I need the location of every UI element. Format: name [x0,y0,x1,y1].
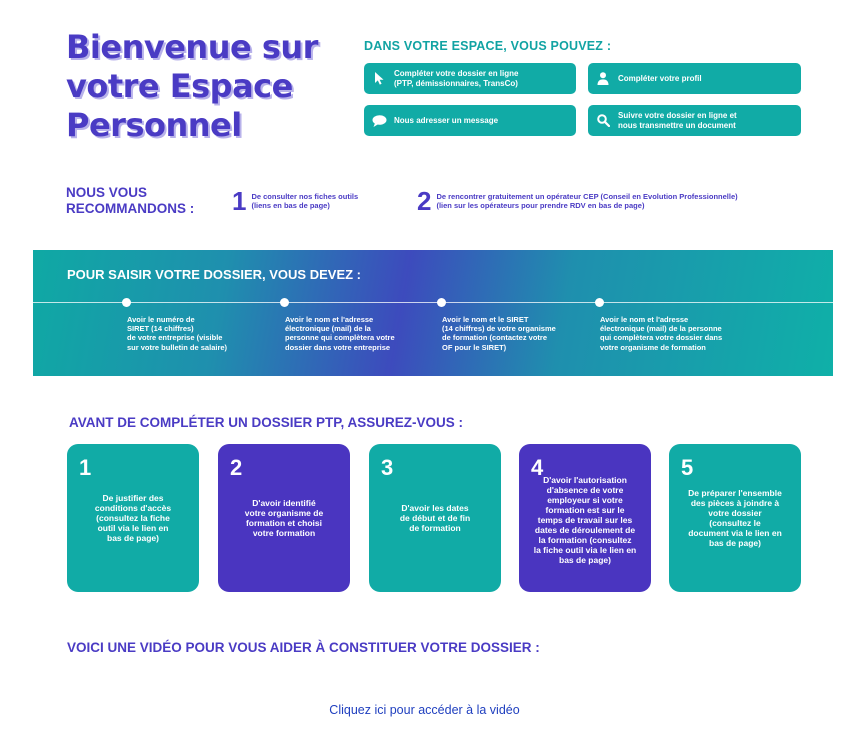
ptp-card [669,444,801,592]
timeline-dot [280,298,289,307]
ptp-card-number: 2 [230,455,243,480]
action-sublabel: (PTP, démissionnaires, TransCo) [394,78,518,88]
track-dossier-button[interactable] [588,105,801,136]
band-step-line: qui complètera votre dossier dans [600,333,723,343]
page-title [66,28,346,145]
band-step-line: électronique (mail) de la personne [600,324,722,334]
band-step-line: OF pour le SIRET) [442,342,507,352]
band-step [127,315,277,352]
recommend-item [417,186,738,216]
ptp-card-line: votre organisme de [244,508,324,518]
ptp-card-number: 3 [381,455,394,480]
espace-heading: DANS VOTRE ESPACE, VOUS POUVEZ : [364,39,612,53]
ptp-card-line: la formation (consultez [538,535,632,545]
ptp-card-line: dates de déroulement de [534,525,636,535]
recommend-label-line: NOUS VOUS [66,185,148,200]
recommend-text: (liens en bas de page) [251,201,330,210]
ptp-card-number: 5 [681,455,694,480]
action-label: Compléter votre dossier en ligne [394,69,519,78]
page-title-line: Personnel [66,106,242,144]
band-step-line: Avoir le nom et l'adresse [285,315,374,324]
ptp-card-number: 4 [531,455,544,480]
ptp-card-line: des pièces à joindre à [690,498,780,508]
ptp-card-line: De préparer l'ensemble [688,488,782,498]
recommend-text: De consulter nos fiches outils [251,192,359,201]
action-sublabel: nous transmettre un document [618,120,736,130]
recommend-number: 1 [232,186,247,216]
timeline-line [33,302,833,303]
band-step [600,315,770,352]
ptp-card-line: la fiche outil via le lien en [533,545,637,555]
ptp-card-line: (consultez le [709,518,761,528]
ptp-card-line: bas de page) [107,533,159,543]
ptp-card-line: votre dossier [708,508,762,518]
ptp-card-text [377,503,493,533]
ptp-card-line: outil via le lien en [97,523,169,533]
ptp-card-line: D'avoir l'autorisation [543,475,627,485]
band-step-line: de formation (contactez votre [442,333,548,343]
timeline-dot [122,298,131,307]
requirements-band [33,250,833,376]
recommend-label-line: RECOMMANDONS : [66,201,195,216]
recommend-text: (lien sur les opérateurs pour prendre RDV en bas de page) [436,201,645,210]
speech-bubble-icon [364,115,394,127]
ptp-card-text [226,498,342,538]
complete-profile-button[interactable] [588,63,801,94]
recommend-text: De rencontrer gratuitement un opérateur CEP (Conseil en Evolution Professionnelle) [436,192,738,201]
band-step-line: électronique (mail) de la [285,324,371,334]
band-step-line: sur votre bulletin de salaire) [127,342,228,352]
ptp-card-line: D'avoir identifié [252,498,316,508]
recommend-item [232,186,359,216]
cursor-arrow-icon [364,72,394,85]
band-title: POUR SAISIR VOTRE DOSSIER, VOUS DEVEZ : [67,267,361,282]
ptp-card-line: temps de travail sur les [537,515,633,525]
ptp-card-line: votre formation [252,528,316,538]
band-step-line: personne qui complètera votre [285,333,395,343]
user-icon [588,72,618,85]
ptp-card-number: 1 [79,455,92,480]
ptp-card-line: bas de page) [709,538,761,548]
ptp-card-line: de formation [409,523,461,533]
video-link[interactable]: Cliquez ici pour accéder à la vidéo [329,703,520,717]
action-label: Suivre votre dossier en ligne et [618,111,737,120]
ptp-card-line: conditions d'accès [94,503,172,513]
band-step [442,315,592,352]
send-message-button[interactable] [364,105,576,136]
band-step-line: (14 chiffres) de votre organisme [442,324,556,334]
band-step [285,315,435,352]
ptp-card [67,444,199,592]
ptp-card-line: De justifier des [102,493,164,503]
page-title-line: votre Espace [66,67,293,105]
ptp-card-line: de début et de fin [399,513,471,523]
ptp-card-line: (consultez la fiche [96,513,170,523]
band-step-line: Avoir le nom et le SIRET [442,315,529,324]
ptp-card-text [75,493,191,543]
action-label: Compléter votre profil [618,73,702,83]
timeline-dot [437,298,446,307]
complete-dossier-button[interactable] [364,63,576,94]
ptp-card [519,444,651,592]
ptp-card-line: bas de page) [559,555,611,565]
page-title-line: Bienvenue sur [66,28,318,66]
timeline-dot [595,298,604,307]
band-step-line: SIRET (14 chiffres) [127,324,194,334]
band-step-line: dossier dans votre entreprise [285,342,391,352]
ptp-card-line: formation est sur le [545,505,625,515]
search-icon [588,114,618,127]
band-step-line: Avoir le numéro de [127,315,195,324]
ptp-card-line: formation et choisi [245,518,323,528]
ptp-card-line: document via le lien en [688,528,782,538]
ptp-card-line: employeur si votre [547,495,623,505]
band-step-line: Avoir le nom et l'adresse [600,315,689,324]
band-step-line: de votre entreprise (visible [127,333,223,343]
action-label: Nous adresser un message [394,115,499,125]
video-heading: VOICI UNE VIDÉO POUR VOUS AIDER À CONSTITUER VOTRE DOSSIER : [67,640,540,655]
ptp-card [369,444,501,592]
ptp-card-line: D'avoir les dates [401,503,469,513]
ptp-card-text [527,475,643,565]
ptp-card-text [677,488,793,548]
band-step-line: votre organisme de formation [600,342,706,352]
recommend-label [66,185,194,217]
recommend-number: 2 [417,186,432,216]
ptp-heading: AVANT DE COMPLÉTER UN DOSSIER PTP, ASSUREZ-VOUS : [69,415,464,430]
ptp-card [218,444,350,592]
ptp-card-line: d'absence de votre [546,485,624,495]
